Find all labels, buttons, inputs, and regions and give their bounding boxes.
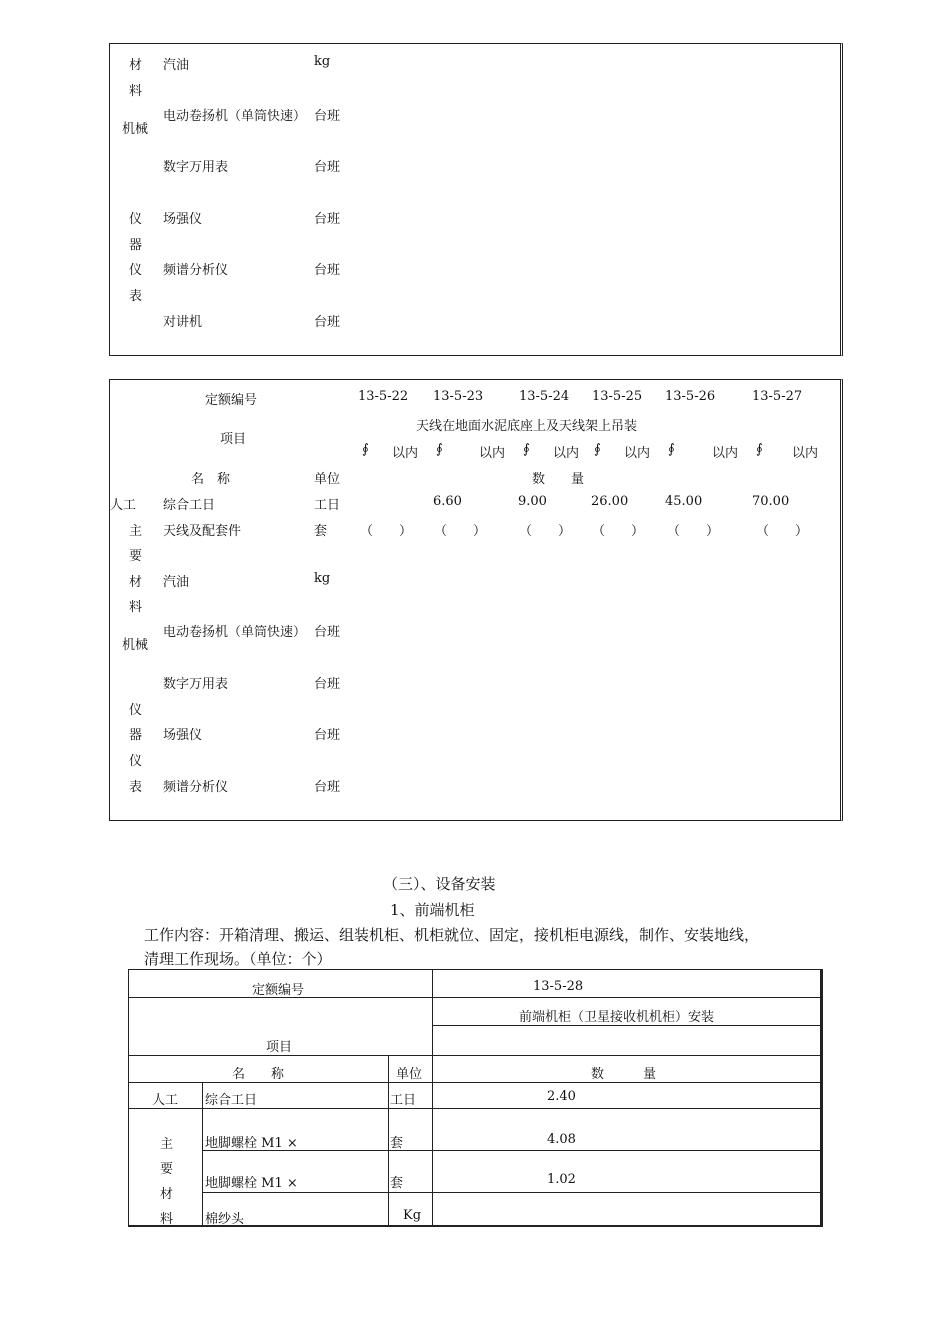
mid-within-4: 以内 [624, 446, 651, 461]
bot-bolt2-value: 1.02 [547, 1172, 576, 1187]
top-row-walkie-unit: 台班 [314, 315, 341, 330]
work-content-line-2: 清理工作现场。（单位：个） [144, 950, 332, 968]
mid-label-name: 名 称 [191, 472, 231, 487]
mid-spectrum-unit: 台班 [314, 780, 341, 795]
mid-code-6: 13-5-27 [752, 389, 803, 404]
mid-label-code: 定额编号 [205, 393, 258, 408]
bot-labor-unit: 工日 [390, 1093, 417, 1108]
top-row-walkie-name: 对讲机 [163, 315, 203, 330]
bot-cotton-name: 棉纱头 [205, 1212, 245, 1227]
mid-antenna-paren-6: （ ） [756, 524, 809, 539]
mid-antenna-paren-5: （ ） [667, 524, 720, 539]
mid-code-5: 13-5-26 [665, 389, 716, 404]
mid-antenna-paren-1: （ ） [360, 524, 413, 539]
mid-phi-3: ∮ [523, 442, 530, 457]
mid-labor-name: 综合工日 [163, 498, 216, 513]
mid-labor-value-6: 70.00 [752, 494, 790, 509]
mid-instr-cat-2: 器 [129, 728, 143, 743]
top-cat-instr-1: 仪 [129, 212, 143, 227]
top-row-field-name: 场强仪 [163, 212, 203, 227]
mid-code-4: 13-5-25 [592, 389, 643, 404]
bot-label-name: 名 称 [232, 1067, 285, 1082]
mid-code-1: 13-5-22 [358, 389, 409, 404]
section-heading: （三）、设备安装 [383, 875, 496, 893]
bot-bolt2-name: 地脚螺栓 M1 × [205, 1176, 298, 1191]
bot-labor-value: 2.40 [547, 1089, 576, 1104]
mid-labor-value-5: 45.00 [665, 494, 703, 509]
top-cat-instr-2: 器 [129, 238, 143, 253]
mid-oil-unit: kg [314, 571, 331, 586]
top-cat-instr-3: 仪 [129, 263, 143, 278]
mid-label-item: 项目 [220, 432, 247, 447]
mid-within-3: 以内 [553, 446, 580, 461]
mid-winch-unit: 台班 [314, 625, 341, 640]
mid-mat-cat-4: 料 [129, 600, 143, 615]
mid-mat-cat-3: 材 [129, 575, 143, 590]
top-row-winch-name: 电动卷扬机（单筒快速） [163, 109, 307, 124]
mid-labor-value-3: 9.00 [518, 494, 547, 509]
mid-instr-cat-1: 仪 [129, 703, 143, 718]
top-row-spectrum-unit: 台班 [314, 263, 341, 278]
mid-label-unit: 单位 [314, 472, 341, 487]
mid-label-qty: 数 量 [532, 472, 585, 487]
bot-bolt1-value: 4.08 [547, 1132, 576, 1147]
mid-field-name: 场强仪 [163, 728, 203, 743]
mid-antenna-name: 天线及配套件 [163, 524, 242, 539]
top-cat-material-1: 材 [129, 58, 143, 73]
bot-bolt2-unit: 套 [390, 1176, 404, 1191]
mid-spectrum-name: 频谱分析仪 [163, 780, 229, 795]
mid-phi-4: ∮ [594, 442, 601, 457]
bot-item-title: 前端机柜（卫星接收机机柜）安装 [519, 1010, 715, 1025]
mid-within-6: 以内 [792, 446, 819, 461]
bot-mat-cat-1: 主 [160, 1137, 174, 1152]
bot-labor-name: 综合工日 [205, 1093, 258, 1108]
top-row-winch-unit: 台班 [314, 109, 341, 124]
top-cat-instr-4: 表 [129, 289, 143, 304]
mid-mat-cat-1: 主 [129, 524, 143, 539]
mid-code-3: 13-5-24 [519, 389, 570, 404]
mid-oil-name: 汽油 [163, 575, 190, 590]
mid-field-unit: 台班 [314, 728, 341, 743]
top-row-oil-unit: kg [314, 54, 331, 69]
mid-antenna-paren-4: （ ） [592, 524, 645, 539]
top-cat-material-2: 料 [129, 84, 143, 99]
mid-phi-2: ∮ [436, 442, 443, 457]
bot-label-item: 项目 [266, 1040, 293, 1055]
mid-labor-cat: 人工 [110, 498, 137, 513]
work-content-line-1: 工作内容：开箱清理、搬运、组装机柜、机柜就位、固定，接机柜电源线，制作、安装地线， [144, 926, 760, 944]
bot-labor-cat: 人工 [152, 1093, 179, 1108]
mid-antenna-paren-2: （ ） [434, 524, 487, 539]
mid-mech-cat: 机械 [122, 638, 149, 653]
mid-meter-unit: 台班 [314, 677, 341, 692]
mid-within-2: 以内 [479, 446, 506, 461]
mid-labor-value-4: 26.00 [591, 494, 629, 509]
mid-winch-name: 电动卷扬机（单筒快速） [163, 625, 307, 640]
top-table [109, 43, 843, 356]
top-row-spectrum-name: 频谱分析仪 [163, 263, 229, 278]
bot-mat-cat-4: 料 [160, 1212, 174, 1227]
mid-within-5: 以内 [712, 446, 739, 461]
bot-cotton-unit: Kg [403, 1208, 422, 1223]
mid-instr-cat-4: 表 [129, 780, 143, 795]
mid-meter-name: 数字万用表 [163, 677, 229, 692]
bot-label-code: 定额编号 [252, 983, 305, 998]
mid-mat-cat-2: 要 [129, 549, 143, 564]
top-row-meter-name: 数字万用表 [163, 160, 229, 175]
top-row-meter-unit: 台班 [314, 160, 341, 175]
mid-phi-6: ∮ [756, 442, 763, 457]
mid-phi-5: ∮ [668, 442, 675, 457]
bot-label-unit: 单位 [396, 1067, 423, 1082]
bot-bolt1-unit: 套 [390, 1136, 404, 1151]
mid-instr-cat-3: 仪 [129, 754, 143, 769]
top-row-field-unit: 台班 [314, 212, 341, 227]
bot-mat-cat-3: 材 [160, 1187, 174, 1202]
top-cat-mech: 机械 [122, 122, 149, 137]
mid-antenna-unit: 套 [314, 524, 328, 539]
mid-item-title: 天线在地面水泥底座上及天线架上吊装 [416, 419, 638, 434]
mid-labor-value-2: 6.60 [433, 494, 462, 509]
section-subheading: 1、前端机柜 [390, 901, 475, 919]
mid-labor-unit: 工日 [314, 498, 341, 513]
bot-bolt1-name: 地脚螺栓 M1 × [205, 1136, 298, 1151]
mid-antenna-paren-3: （ ） [519, 524, 572, 539]
mid-phi-1: ∮ [362, 442, 369, 457]
bot-code: 13-5-28 [533, 979, 584, 994]
mid-within-1: 以内 [392, 446, 419, 461]
mid-code-2: 13-5-23 [433, 389, 484, 404]
bot-mat-cat-2: 要 [160, 1162, 174, 1177]
top-row-oil-name: 汽油 [163, 58, 190, 73]
bot-label-qty: 数 量 [591, 1067, 657, 1082]
